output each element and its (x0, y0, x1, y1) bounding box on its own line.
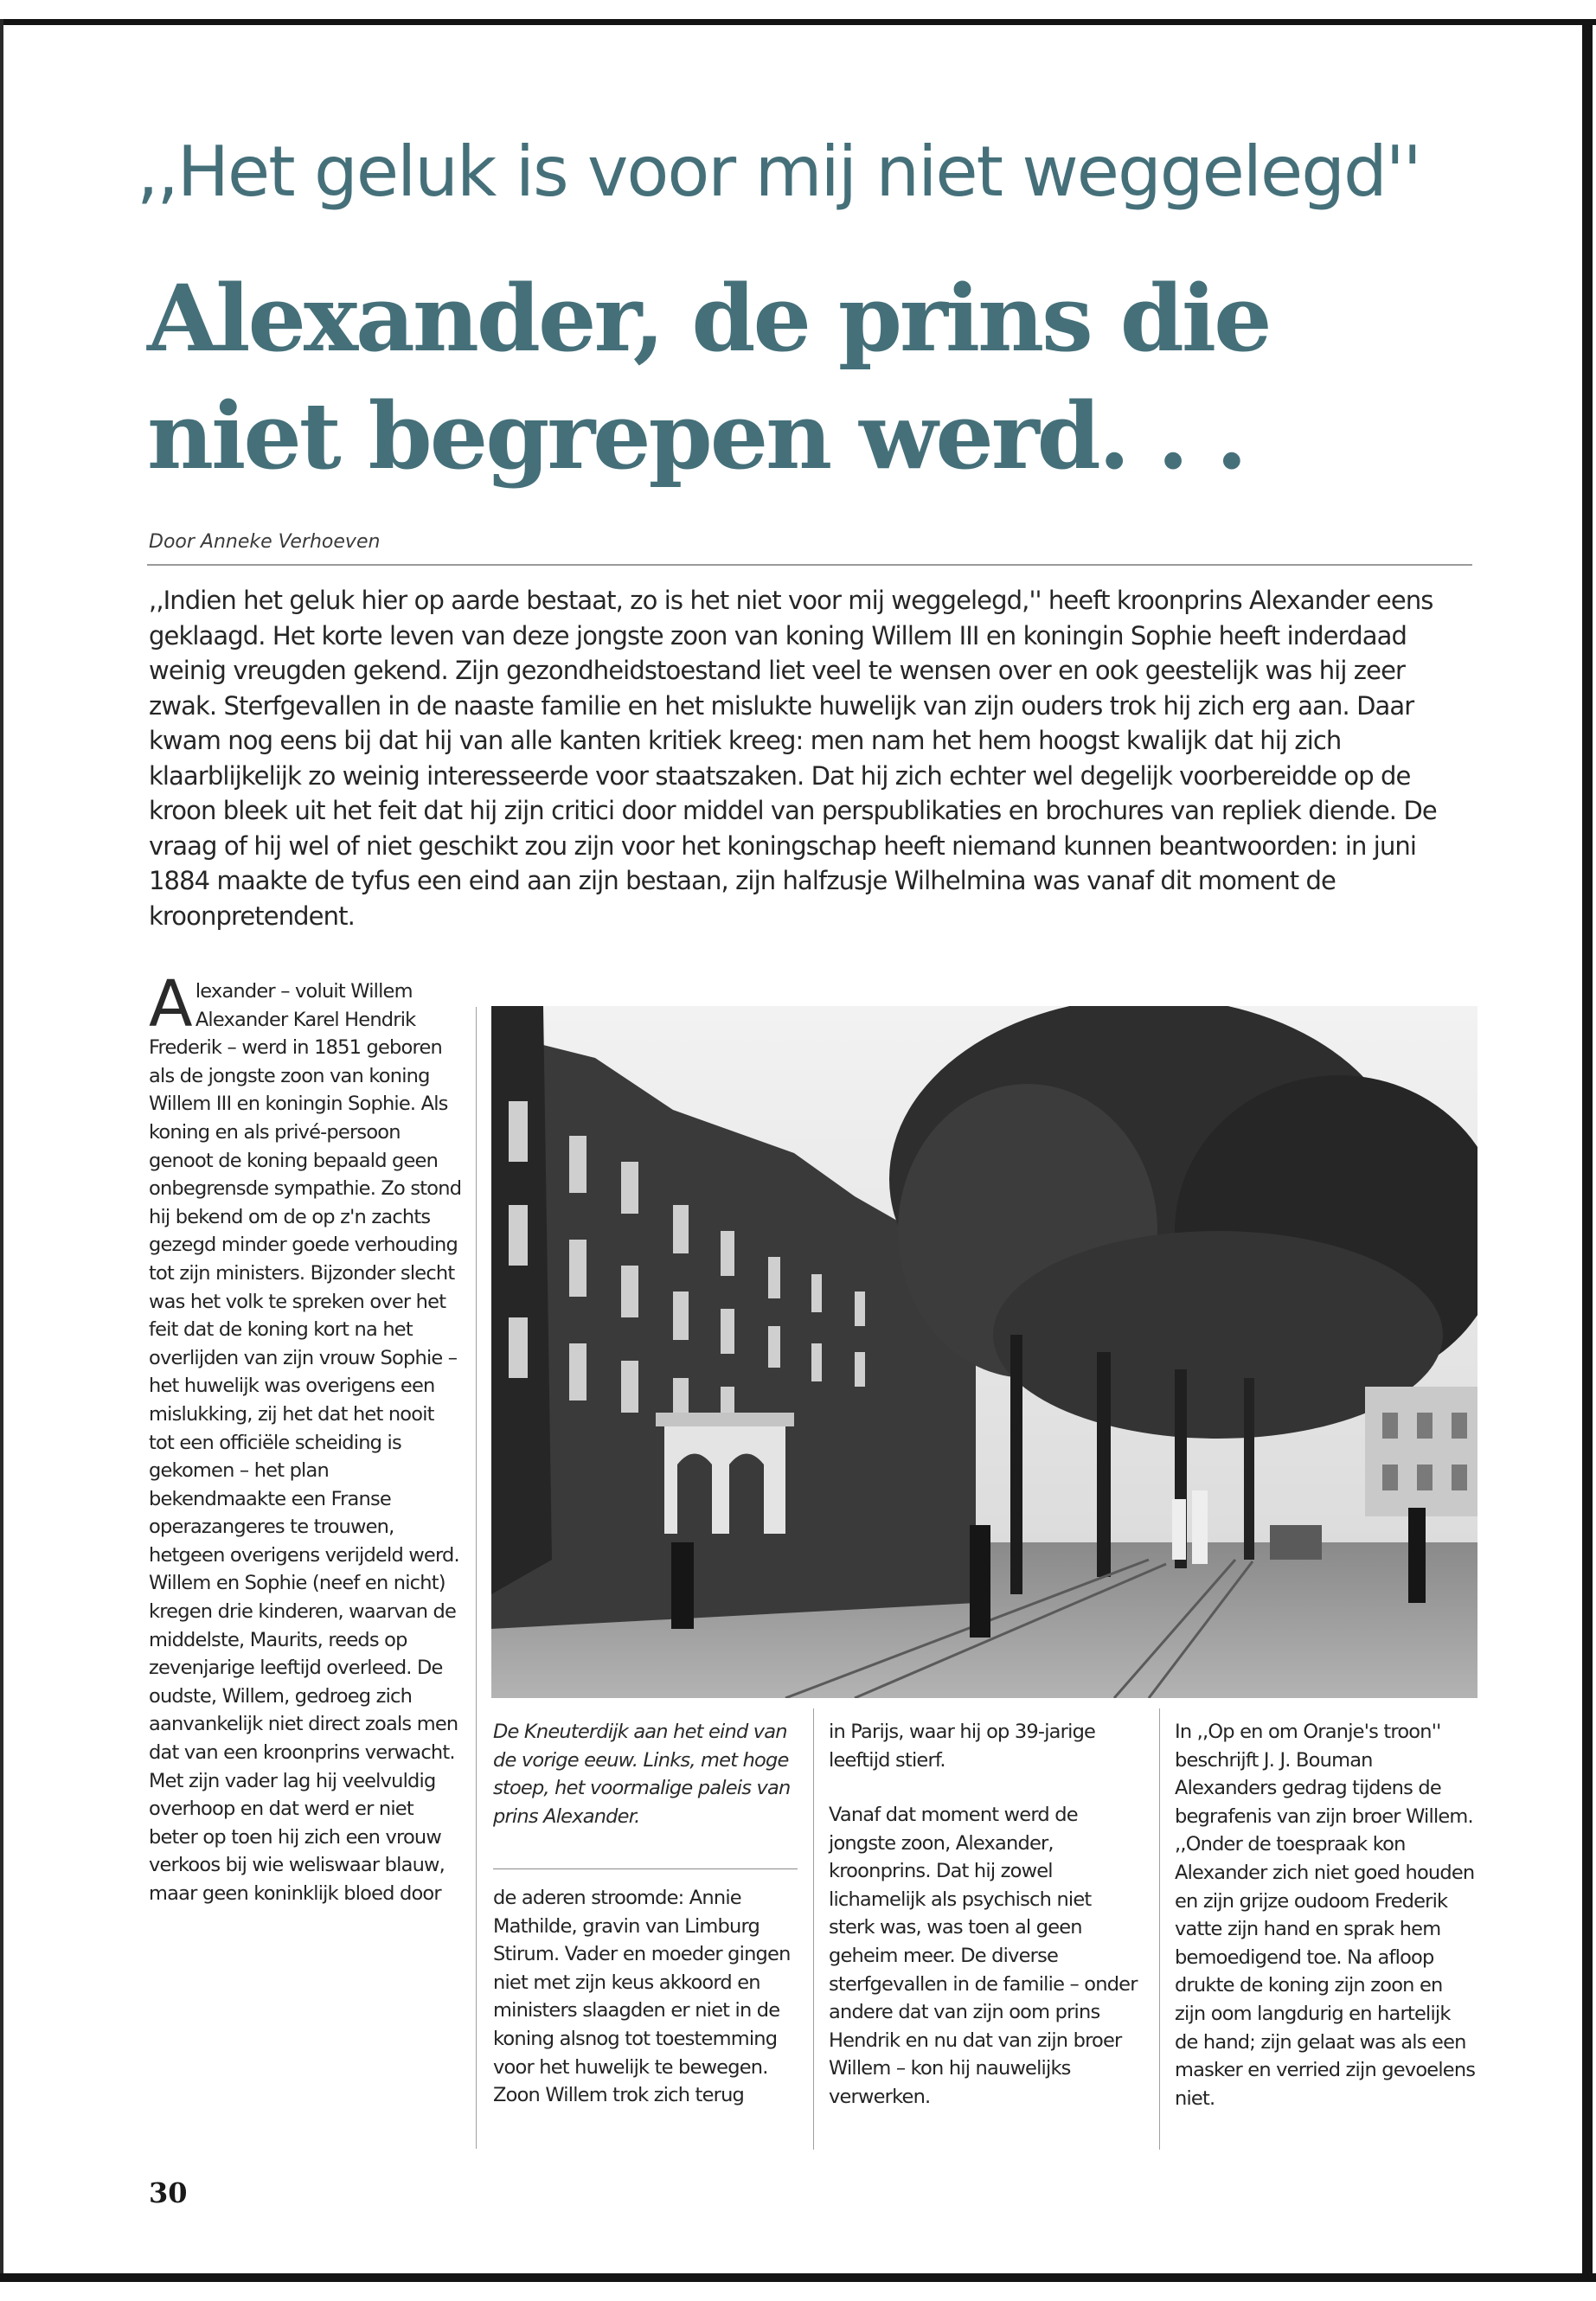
page-number: 30 (149, 2176, 188, 2209)
scan-border-right (1582, 19, 1593, 2282)
article-headline: Alexander, de prins die niet begrepen werd. . . (147, 264, 1270, 490)
intro-divider (147, 564, 1472, 566)
column-divider (1159, 1708, 1160, 2150)
scan-border-bottom (0, 2273, 1596, 2282)
street-photo (491, 1006, 1477, 1698)
body-column-3: Vanaf dat moment werd de jongste zoon, Alexander, kroonprins. Dat hij zowel lichamelijk als psychisch niet sterk was, was toen al geen geheim meer. De diverse sterfgevallen in de familie – onder andere dat van zijn oom prins Hendrik en nu dat van zijn broer Willem – kon hij nauwelijks verwerken. (829, 1804, 1138, 2108)
scan-border-top (0, 19, 1596, 25)
caption-divider (493, 1868, 798, 1869)
body-column-4: In ,,Op en om Oranje's troon'' beschrijft J. J. Bouman Alexanders gedrag tijdens de begrafenis van zijn broer Willem. ,,Onder de toespraak kon Alexander zich niet goed houden en zijn grijze oudoom Frederik vatte zijn hand en sprak hem bemoedigend toe. Na afloop drukte de koning zijn zoon en zijn oom langdurig en hartelijk de hand; zijn gelaat was als een masker en verried zijn gevoelens niet. (1175, 1721, 1476, 2110)
photo-caption: De Kneuterdijk aan het eind van de vorige eeuw. Links, met hoge stoep, het voormalige paleis van prins Alexander. (493, 1721, 791, 1828)
article-kicker: ,,Het geluk is voor mij niet weggelegd'' (137, 131, 1420, 212)
body-column-1-text: lexander – voluit Willem Alexander Karel Hendrik Frederik – werd in 1851 geboren als de jongste zoon van koning Willem III en koningin Sophie. Als koning en als privé-persoon genoot de koning bepaald geen onbegrensde sympathie. Zo stond hij bekend om de op z'n zachts gezegd minder goede verhouding tot zijn ministers. Bijzonder slecht was het volk te spreken over het feit dat de koning kort na het overlijden van zijn vrouw Sophie – het huwelijk was overigens een mislukking, zij het dat het nooit tot een officiële scheiding is gekomen – het plan bekendmaakte een Franse operazangeres te trouwen, hetgeen overigens verijdeld werd. Willem en Sophie (neef en nicht) kregen drie kinderen, waarvan de middelste, Maurits, reeds op zevenjarige leeftijd overleed. De oudste, Willem, gedroeg zich aanvankelijk niet direct zoals men dat van een kroonprins verwacht. Met zijn vader lag hij veelvuldig overhoop en dat werd er niet beter op toen hij zich een vrouw verkoos bij wie weliswaar blauw, maar geen koninklijk bloed door (149, 980, 462, 1905)
body-column-2: de aderen stroomde: Annie Mathilde, gravin van Limburg Stirum. Vader en moeder gingen niet met zijn keus akkoord en ministers slaagden er niet in de koning alsnog tot toestemming voor het huwelijk te bewegen. Zoon Willem trok zich terug (493, 1887, 791, 2107)
column-divider (476, 1007, 477, 2149)
body-column-1 (149, 967, 462, 1908)
article-intro: ,,Indien het geluk hier op aarde bestaat, zo is het niet voor mij weggelegd,'' heeft kroonprins Alexander eens geklaagd. Het korte leven van deze jongste zoon van koning Willem III en koningin Sophie heeft inderdaad weinig vreugden gekend. Zijn gezondheidstoestand liet veel te wensen over en ook geestelijk was hij zeer zwak. Sterfgevallen in de naaste familie en het mislukte huwelijk van zijn ouders trok hij zich erg aan. Daar kwam nog eens bij dat hij van alle kanten kritiek kreeg: men nam het hem hoogst kwalijk dat hij zich klaarblijkelijk zo weinig interesseerde voor staatszaken. Dat hij zich echter wel degelijk voorbereidde op de kroon bleek uit het feit dat hij zijn critici door middel van perspublikaties en brochures van repliek diende. De vraag of hij wel of niet geschikt zou zijn voor het koningschap heeft niemand kunnen beantwoorden: in juni 1884 maakte de tyfus een eind aan zijn bestaan, zijn halfzusje Wilhelmina was vanaf dit moment de kroonpretendent. (149, 586, 1437, 931)
article-byline: Door Anneke Verhoeven (149, 531, 381, 553)
column-divider (813, 1708, 814, 2150)
scan-border-left (0, 19, 3, 2282)
body-column-3-top: in Parijs, waar hij op 39-jarige leeftijd stierf. (829, 1721, 1096, 1772)
drop-cap: A (149, 967, 192, 1042)
